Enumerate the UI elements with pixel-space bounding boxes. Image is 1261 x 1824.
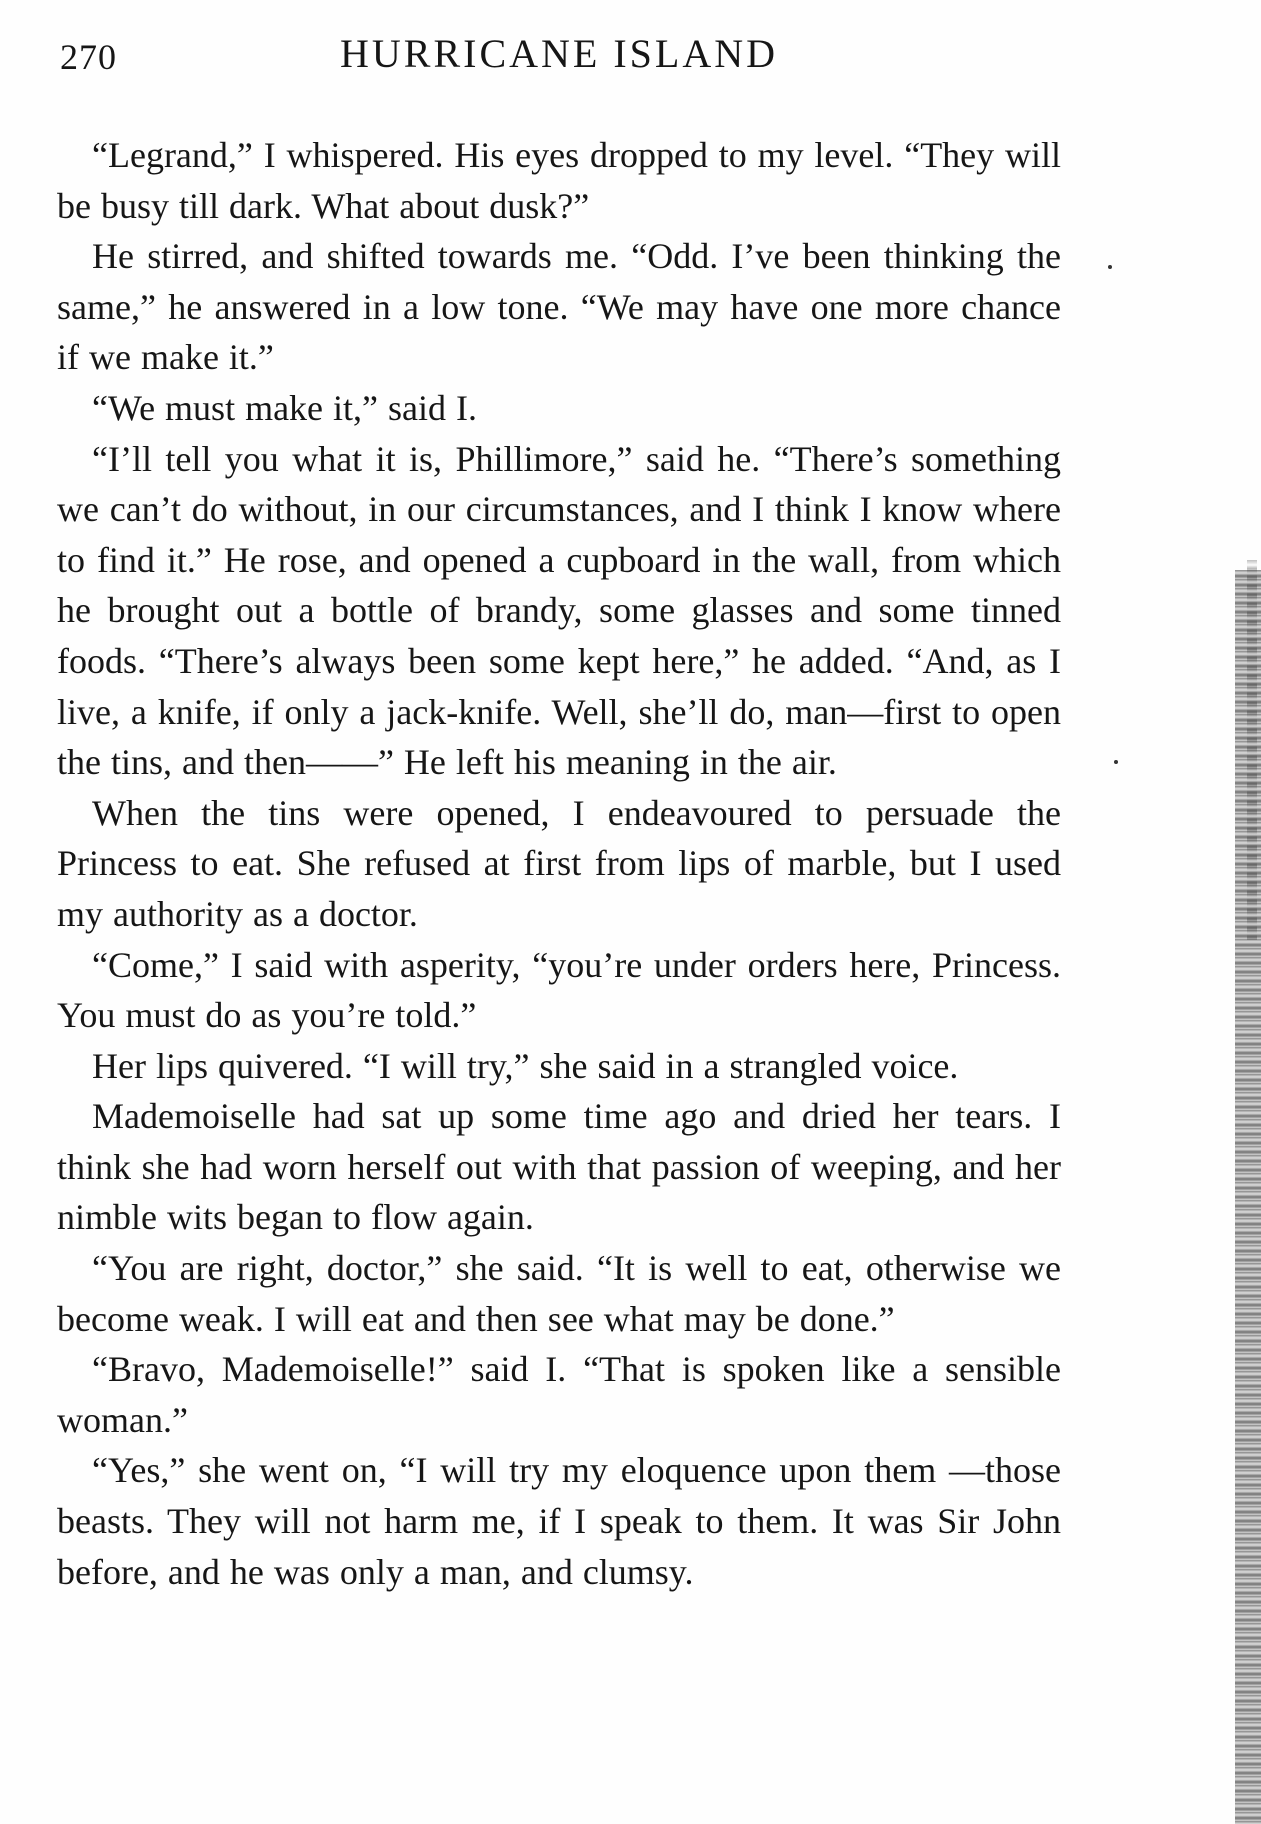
paragraph: “We must make it,” said I. <box>92 387 477 428</box>
paragraph: When the tins were opened, I endeavoured to persuade the Princess to eat. She refused at first from lips of marble, but I used my authority as a doctor. <box>57 792 1061 934</box>
paragraph: “I’ll tell you what it is, Phillimore,” said he. “There’s something we can’t do without, in our circumstances, and I think I know where to find it.” He rose, and opened a cupboard in the wall, from which he brought out a bottle of brandy, some glasses and some tinned foods. “There’s always been some kept here,” he added. “And, as I live, a knife, if only a jack-knife. Well, she’ll do, man—first to open the tins, and then——” He left his meaning in the air. <box>57 438 1061 783</box>
print-speck <box>1114 760 1118 764</box>
page-number: 270 <box>60 37 117 77</box>
paragraph: He stirred, and shifted towards me. “Odd. I’ve been thinking the same,” he answered in a low tone. “We may have one more chance if we make it.” <box>57 236 1061 378</box>
paragraph: Her lips quivered. “I will try,” she said in a strangled voice. <box>92 1045 959 1086</box>
paragraph: “Yes,” she went on, “I will try my eloquence upon them —those beasts. They will not harm me, if I speak to them. It was Sir John before, and he was only a man, and clumsy. <box>57 1450 1061 1592</box>
page-header <box>60 30 1060 80</box>
paragraph: “Come,” I said with asperity, “you’re under orders here, Princess. You must do as you’re told.” <box>57 944 1061 1036</box>
paragraph: “Bravo, Mademoiselle!” said I. “That is spoken like a sensible woman.” <box>57 1349 1061 1440</box>
print-speck <box>1108 265 1112 269</box>
paragraph: “You are right, doctor,” she said. “It is well to eat, otherwise we become weak. I will eat and then see what may be done.” <box>57 1248 1061 1339</box>
paragraph: Mademoiselle had sat up some time ago and dried her tears. I think she had worn herself out with that passion of weeping, and her nimble wits began to flow again. <box>57 1096 1061 1238</box>
body-text <box>57 130 1061 1597</box>
book-binding-edge <box>1235 570 1261 1824</box>
running-title: HURRICANE ISLAND <box>340 31 778 76</box>
paragraph: “Legrand,” I whispered. His eyes dropped to my level. “They will be busy till dark. What about dusk?” <box>57 135 1061 226</box>
